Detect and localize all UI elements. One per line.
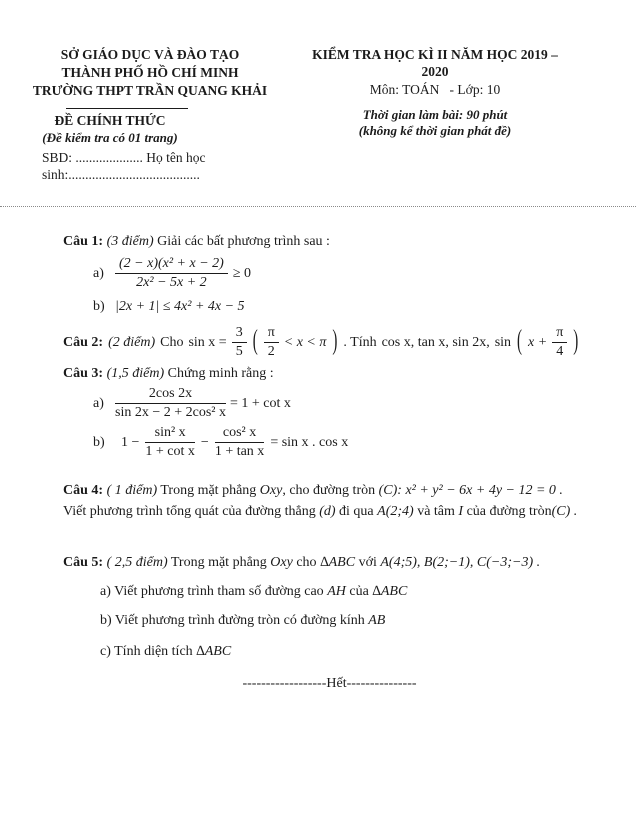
sbd-blank: .................... (75, 150, 143, 165)
math-run: (d) (319, 504, 336, 519)
fraction (552, 325, 567, 360)
fraction-numerator: cos² x (215, 425, 265, 443)
part-a-marker: a) (93, 265, 104, 281)
question-3-label: Câu 3: (63, 366, 104, 381)
fraction (115, 386, 226, 421)
header-right-block (300, 46, 636, 183)
equation-rhs: = sin x . cos x (270, 434, 349, 450)
questions-sheet (0, 232, 636, 692)
fraction-numerator: π (264, 325, 279, 343)
text-run: Viết phương trình tổng quát của đường thẳng (63, 504, 316, 519)
sin-label: sin (494, 334, 512, 350)
text-run: cho (296, 555, 317, 570)
question-3 (63, 364, 596, 460)
open-paren: ( (517, 326, 523, 357)
sin-equation: sin x = (188, 334, 227, 350)
department-line-1: SỞ GIÁO DỤC VÀ ĐÀO TẠO (60, 47, 240, 62)
fraction (264, 325, 279, 360)
text-run: của đường tròn (466, 504, 552, 519)
question-5 (63, 553, 596, 661)
question-3-heading (63, 364, 596, 383)
relation: ≥ 0 (232, 265, 252, 281)
text-run: của (349, 584, 369, 599)
fraction-denominator: sin 2x − 2 + 2cos² x (115, 405, 226, 420)
header-rule (66, 108, 188, 109)
fraction-denominator: 5 (235, 344, 243, 359)
fraction-denominator: 2 (267, 344, 275, 359)
triangle-abc: ∆ABC (372, 584, 408, 599)
question-5-part-c (100, 642, 596, 661)
text-run: đi qua (339, 504, 374, 519)
condition: < x < π (283, 334, 327, 350)
point-a: A(2;4) (377, 504, 414, 519)
math-run: Oxy (270, 555, 293, 570)
text-run: Trong mặt phẳng (160, 483, 257, 498)
school-name: TRƯỜNG THPT TRẦN QUANG KHẢI (32, 83, 268, 98)
question-4 (63, 480, 596, 522)
pages-note: (Đề kiểm tra có 01 trang) (42, 130, 178, 145)
department-line-2: THÀNH PHỐ HỒ CHÍ MINH (61, 65, 239, 80)
official-exam-label: ĐỀ CHÍNH THỨC (54, 113, 166, 128)
question-1-points: (3 điểm) (106, 234, 154, 249)
fraction (145, 425, 195, 460)
center-i: I (458, 504, 464, 519)
fraction (115, 256, 228, 291)
student-info-line (42, 149, 300, 183)
exam-title: KIỂM TRA HỌC KÌ II NĂM HỌC 2019 – 2020 (312, 47, 558, 79)
fraction (232, 325, 247, 360)
text-run: và tâm (417, 504, 455, 519)
end-of-exam-line: ------------------Hết--------------- (242, 676, 417, 691)
points-coordinates: A(4;5), B(2;−1), C(−3;−3) . (380, 555, 541, 570)
question-4-points: ( 1 điểm) (106, 483, 158, 498)
header-left-block (0, 46, 300, 183)
text-run: , cho đường tròn (282, 483, 376, 498)
question-1-heading (63, 232, 596, 251)
header (0, 0, 636, 183)
triangle-abc: ∆ABC (196, 644, 232, 659)
question-5-part-a (100, 582, 596, 601)
triangle-abc: ∆ABC (320, 555, 356, 570)
question-1-part-b (93, 297, 596, 316)
equation-rhs: = 1 + cot x (230, 395, 291, 411)
question-2 (63, 325, 596, 360)
question-4-label: Câu 4: (63, 483, 104, 498)
segment-ab: AB (368, 613, 386, 628)
text-run: Trong mặt phẳng (170, 555, 267, 570)
minus-sign: − (200, 434, 209, 450)
question-1-label: Câu 1: (63, 234, 104, 249)
question-3-points: (1,5 điểm) (106, 366, 165, 381)
math-run: (C): (378, 483, 402, 498)
inner-expression: x + (528, 334, 548, 350)
text-run: c) Tính diện tích (100, 644, 193, 659)
student-name-blank: ....................................... (68, 167, 200, 182)
fraction-denominator: 1 + tan x (214, 444, 265, 459)
line-ah: AH (327, 584, 346, 599)
subject-line: Môn: TOÁN - Lớp: 10 (369, 82, 501, 97)
question-3-part-a (93, 386, 596, 421)
question-5-heading (63, 553, 596, 572)
question-1 (63, 232, 596, 316)
question-1-part-a (93, 256, 596, 291)
question-5-label: Câu 5: (63, 555, 104, 570)
question-4-line-1 (63, 480, 596, 501)
duration-note: (không kể thời gian phát đề) (358, 123, 512, 138)
open-paren: ( (252, 326, 258, 357)
part-a-marker: a) (93, 395, 104, 411)
close-paren: ) (573, 326, 579, 357)
fraction-numerator: (2 − x)(x² + x − 2) (115, 256, 228, 274)
fraction-numerator: π (552, 325, 567, 343)
question-5-part-b (100, 611, 596, 630)
circle-equation: x² + y² − 6x + 4y − 12 = 0 . (405, 483, 563, 498)
question-2-label: Câu 2: (63, 334, 104, 350)
fraction-numerator: sin² x (145, 425, 195, 443)
math-run: (C) . (551, 504, 578, 519)
inequality-expression: |2x + 1| ≤ 4x² + 4x − 5 (115, 299, 245, 314)
fraction-denominator: 1 + cot x (145, 444, 195, 459)
fraction (215, 425, 265, 460)
question-2-lead: Cho (160, 334, 184, 350)
question-3-text: Chứng minh rằng : (167, 366, 274, 381)
text-run: b) Viết phương trình đường tròn có đường kính (100, 613, 365, 628)
fraction-denominator: 4 (556, 344, 564, 359)
question-2-tail: . Tính (343, 334, 377, 350)
expression-lead: 1 − (121, 434, 140, 450)
question-4-line-2 (63, 501, 596, 522)
dotted-separator (0, 206, 636, 207)
fraction-numerator: 2cos 2x (115, 386, 226, 404)
math-run: Oxy (259, 483, 283, 498)
fraction-numerator: 3 (232, 325, 247, 343)
text-run: với (358, 555, 377, 570)
fraction-denominator: 2x² − 5x + 2 (136, 275, 207, 290)
question-1-text: Giải các bất phương trình sau : (157, 234, 330, 249)
question-5-points: ( 2,5 điểm) (106, 555, 168, 570)
student-name-label: Họ tên học sinh: (42, 150, 206, 182)
part-b-marker: b) (93, 434, 105, 450)
question-2-points: (2 điểm) (108, 334, 156, 350)
trig-list: cos x, tan x, sin 2x, (381, 334, 490, 350)
part-b-marker: b) (93, 299, 105, 314)
text-run: a) Viết phương trình tham số đường cao (100, 584, 324, 599)
question-3-part-b (93, 425, 596, 460)
duration-line: Thời gian làm bài: 90 phút (362, 107, 508, 122)
sbd-label: SBD: (42, 150, 73, 165)
close-paren: ) (332, 326, 338, 357)
